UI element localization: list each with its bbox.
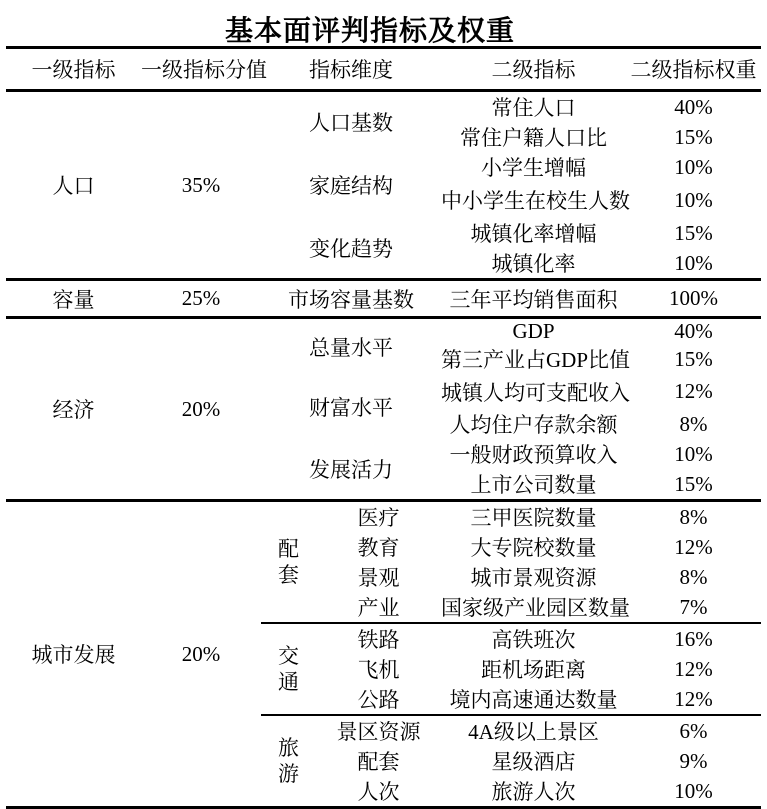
dimension-group-label: 旅游 [277,735,299,786]
level2-weight: 10% [674,441,713,466]
level2-weight: 6% [679,718,708,743]
dimension-label: 公路 [316,684,441,715]
level2-weight: 12% [674,379,713,403]
level2-weight: 40% [674,319,713,343]
dimension-group-label: 交通 [277,643,299,694]
header-level2-indicator: 二级指标 [441,48,626,91]
level2-indicator: 境内高速通达数量 [441,684,626,715]
level1-score: 20% [141,501,261,808]
dimension-group-cell [261,715,316,808]
dimension-label: 产业 [316,592,441,623]
level2-weight: 15% [674,124,713,149]
level2-weight: 15% [674,220,713,245]
level2-indicator: 城镇化率 [441,248,626,280]
level2-indicator: 常住户籍人口比 [460,126,607,150]
dimension-label: 家庭结构 [309,174,393,198]
dimension-label: 总量水平 [309,335,393,360]
dimension-label: 人口基数 [309,111,393,135]
level2-indicator: 大专院校数量 [470,536,597,560]
level2-weight: 10% [674,154,713,179]
level1-indicator: 人口 [6,91,141,280]
header-level2-weight: 二级指标权重 [626,48,761,91]
level2-weight: 10% [626,776,761,808]
dimension-label: 发展活力 [261,439,441,501]
level2-weight: 12% [626,684,761,715]
level1-indicator: 城市发展 [6,501,141,808]
dimension-label: 医疗 [357,506,400,530]
level2-weight: 15% [674,346,713,371]
level2-weight: 9% [679,748,708,773]
level2-indicator: 城市景观资源 [470,566,597,590]
level2-indicator: 第三产业占GDP比值 [441,348,631,372]
level2-weight: 100% [626,280,761,318]
level2-indicator: 一般财政预算收入 [449,443,618,467]
table-row [6,501,761,533]
table-row [6,318,761,345]
level2-weight: 10% [626,248,761,280]
level2-weight: 16% [674,626,713,651]
header-level1-score: 一级指标分值 [141,48,261,91]
level2-indicator: 旅游人次 [441,776,626,808]
level2-indicator: 小学生增幅 [481,156,586,180]
level2-indicator: 距机场距离 [481,658,586,682]
level2-indicator: 三年平均销售面积 [441,280,626,318]
table-row [6,280,761,318]
level2-weight: 7% [626,592,761,623]
level2-indicator: 星级酒店 [491,750,576,774]
header-level1-indicator: 一级指标 [6,48,141,91]
level1-indicator: 容量 [6,280,141,318]
dimension-label: 市场容量基数 [261,280,441,318]
dimension-label: 人次 [316,776,441,808]
level1-indicator: 经济 [6,318,141,501]
dimension-group-cell [261,623,316,715]
level2-indicator: GDP [512,319,555,343]
dimension-label: 景观 [357,566,400,590]
indicator-weight-table [6,46,761,809]
level2-weight: 12% [674,656,713,681]
level2-weight: 15% [626,469,761,501]
dimension-label: 财富水平 [309,395,393,420]
dimension-label: 配套 [357,750,400,774]
level2-indicator: 4A级以上景区 [468,720,599,744]
level2-weight: 8% [679,411,708,436]
dimension-label: 景区资源 [336,720,421,744]
header-row [6,48,761,91]
dimension-label: 飞机 [357,658,400,682]
level1-score: 35% [141,91,261,280]
level2-weight: 40% [674,94,713,119]
dimension-group-label: 配套 [277,536,299,587]
level2-indicator: 国家级产业园区数量 [441,592,626,623]
level2-weight: 8% [679,504,708,529]
level2-indicator: 城镇人均可支配收入 [441,380,630,405]
level2-indicator: 高铁班次 [491,628,576,652]
table-row [6,91,761,123]
level2-weight: 12% [674,534,713,559]
dimension-label: 铁路 [357,628,400,652]
header-dimension: 指标维度 [261,48,441,91]
level1-score: 25% [141,280,261,318]
level2-indicator: 人均住户存款余额 [449,413,618,437]
level2-indicator: 常住人口 [491,96,576,120]
level2-weight: 8% [679,564,708,589]
level2-indicator: 城镇化率增幅 [470,222,597,246]
table-title: 基本面评判指标及权重 [224,16,515,47]
level1-score: 20% [141,318,261,501]
dimension-label: 教育 [357,536,400,560]
level2-weight: 10% [674,187,713,212]
level2-indicator: 上市公司数量 [441,469,626,501]
level2-indicator: 中小学生在校生人数 [441,189,630,213]
dimension-group-cell [261,501,316,624]
level2-indicator: 三甲医院数量 [470,506,597,530]
dimension-label: 变化趋势 [261,218,441,280]
